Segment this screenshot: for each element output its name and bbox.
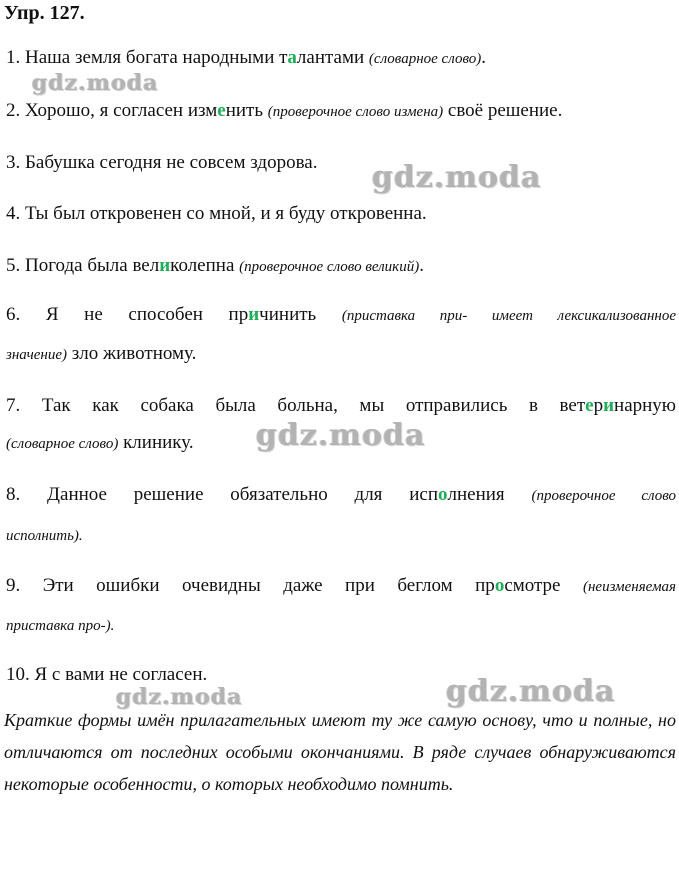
highlight-letter: о: [494, 575, 505, 596]
hint-note: (неизменяемая: [582, 579, 677, 595]
hint-note: (словарное слово): [6, 436, 119, 452]
sentence-1: 1. Наша земля богата народными талантами (словарное слово).: [6, 47, 486, 68]
sentence-4: 4. Ты был откровенен со мной, и я буду откровенна.: [6, 203, 427, 224]
watermark: gdz.moda: [256, 418, 426, 453]
watermark: gdz.moda: [372, 160, 542, 195]
hint-note: значение): [6, 347, 68, 363]
sentence-3: 3. Бабушка сегодня не совсем здорова.: [6, 152, 318, 173]
sentence-5: 5. Погода была великолепна (проверочное слово великий).: [6, 255, 424, 276]
watermark: gdz.moda: [116, 684, 243, 710]
hint-note: исполнить).: [6, 528, 83, 544]
highlight-letter: о: [438, 484, 448, 505]
sentence-8-line-1: 8. Данное решение обязательно для исполнения (проверочное слово: [6, 484, 677, 505]
sentence-9-line-2: [6, 614, 114, 636]
sentence-6-line-2: значение) зло животному.: [6, 343, 197, 364]
sentence-8-line-2: [6, 524, 83, 546]
sentence-2: 2. Хорошо, я согласен изменить (проверочное слово измена) своё решение.: [6, 100, 563, 121]
highlight-letter: е: [217, 100, 226, 121]
hint-note: приставка про-).: [6, 618, 115, 634]
hint-note: (проверочное слово: [531, 488, 677, 504]
hint-note: (словарное слово): [368, 51, 482, 67]
sentence-6-line-1: 6. Я не способен причинить (приставка при- имеет лексикализованное: [6, 304, 676, 325]
highlight-letter: и: [159, 255, 171, 276]
sentence-9-line-1: 9. Эти ошибки очевидны даже при беглом просмотре (неизменяемая: [6, 575, 677, 596]
highlight-letter: е: [585, 395, 594, 416]
exercise-title: Упр. 127.: [4, 2, 85, 24]
sentence-10: 10. Я с вами не согласен.: [6, 664, 208, 685]
rule-paragraph: Краткие формы имён прилагательных имеют ту же самую основу, что и полные, но отличаются от последних особыми окончаниями. В ряде случаев обнаруживаются некоторые особенности, о которых необходимо помнить.: [4, 710, 676, 794]
highlight-letter: а: [287, 47, 297, 68]
sentence-7-line-2: (словарное слово) клинику.: [6, 432, 194, 453]
hint-note: (проверочное слово великий): [239, 259, 420, 275]
hint-note: (приставка при- имеет лексикализованное: [341, 308, 676, 324]
watermark: gdz.moda: [32, 70, 159, 96]
highlight-letter: и: [248, 304, 260, 325]
watermark: gdz.moda: [446, 674, 616, 709]
highlight-letter: и: [603, 395, 615, 416]
sentence-7-line-1: 7. Так как собака была больна, мы отправились в ветеринарную: [6, 395, 676, 416]
hint-note: (проверочное слово измена): [267, 104, 444, 120]
